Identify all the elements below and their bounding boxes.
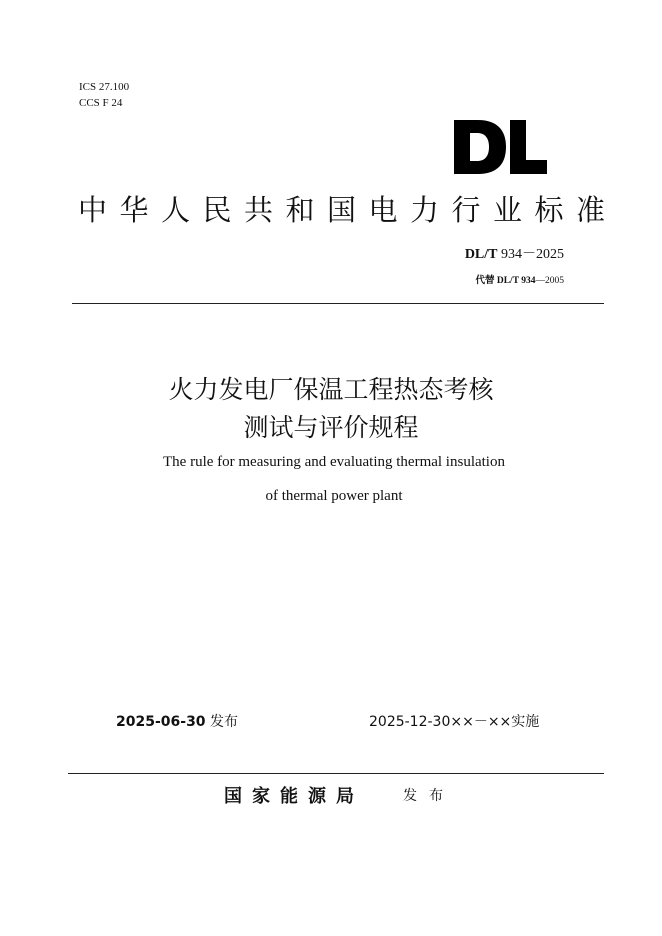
publish-date-value: 2025-06-30 [116,714,206,730]
replaces-suffix: —2005 [535,276,564,286]
replaces-prefix: 代替 DL/T 934 [475,276,536,286]
top-divider [72,303,604,304]
replaces-standard [475,272,564,286]
standard-year: 934－2025 [497,247,564,262]
standard-code: DL/T [464,247,498,262]
publish-verb: 发布 [403,788,455,804]
ics-code: ICS 27.100 [79,81,130,93]
publish-date-label: 发布 [205,714,239,730]
publisher-name: 国家能源局 [224,786,364,807]
chinese-title-line1: 火力发电厂保温工程热态考核 [168,375,494,404]
publish-date [116,711,238,731]
dl-logo [452,118,548,176]
organization-title: 中华人民共和国电力行业标准 [78,193,618,227]
chinese-title-line2: 测试与评价规程 [243,413,419,442]
english-title-line2: of thermal power plant [265,488,403,504]
ccs-code: CCS F 24 [79,97,123,109]
standard-number [465,243,564,263]
english-title-line1: The rule for measuring and evaluating thermal insulation [163,454,505,470]
classification-block [79,79,129,111]
bottom-divider [68,773,604,774]
chinese-title [0,371,662,447]
implement-date: 2025-12-30××－××实施 [369,714,540,730]
